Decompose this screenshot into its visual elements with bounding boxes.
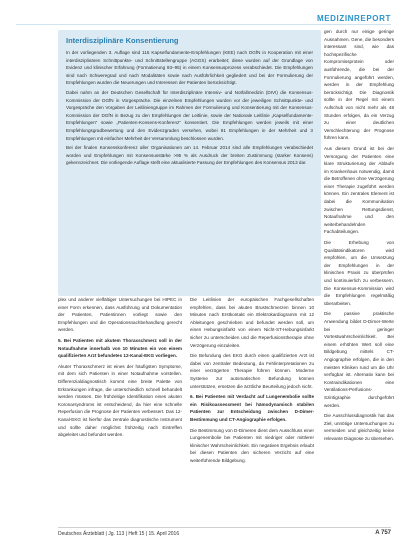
text-column-left [58, 296, 182, 524]
body-paragraph: Die Erhebung von Qualitätsindikatoren wird empfohlen, um die Umsetzung der Empfehlungen in der klinischen Praxis zu überprüfen und kontinuierlich zu verbessern. Die Konsensus-Kommission wird die Empfehlungen regelmäßig überarbeiten. [324, 240, 394, 306]
info-box-paragraph: In der vorliegenden 3. Auflage sind 115 Kapselfundamente-Empfehlungen (KEE) nach DGfN in Kooperation mit einer interdisziplinären Schnittpunkte- und Schnittstellengruppe (AGGS) erarbeitet; diese wurden auf der Grundlage von Evidenz und klinischer Erfahrung (Formatierung 93–95) in einem Konsensusprozess verabschiedet. Die Empfehlungen sind nach Schweregrad und nach Modalitäten sowie nach Ausführlichkeit gegliedert und bei der Formulierung der Empfehlungen wurden die Neuerungen und Interessen der Patienten berücksichtigt. [66, 50, 313, 86]
body-paragraph: Die Bestimmung von D-Dimeren dient dem Ausschluss einer Lungenembolie bei Patienten mit niedriger oder mittlerer klinischer Wahrscheinlichkeit. Ein negatives Ergebnis erlaubt bei diesen Patienten den sicheren Verzicht auf eine weiterführende Bildgebung. [190, 427, 314, 463]
info-box-paragraph: Bei der finalen Konsenskonferenz aller Organisationen am 14. Februar 2014 sind alle Empfehlungen verabschiedet worden und Empfehlungen mit Konsensusstärke >95 % als Ausdruck der breiten Zustimmung (starker Konsens) gekennzeichnet. Die vorliegende Auflage stellt eine aktualisierte Fassung der Empfehlungen des Konsensus 2013 dar. [66, 145, 313, 166]
body-paragraph: Die passive praktische Anwendung bildet D-Dimer-Werte bei geringer Vortestwahrscheinlichkeit. Bei einem erhöhten Wert soll eine Bildgebung mittels CT-Angiographie erfolgen, die in den meisten Kliniken rund um die Uhr verfügbar ist. Alternativ kann bei Kontraindikationen eine Ventilations-Perfusions-Szintigraphie durchgeführt werden. [324, 311, 394, 408]
section-label: MEDIZINREPORT [316, 14, 391, 23]
body-paragraph: 5. Bei Patienten mit akutem Thoraxschmerz soll in der Notaufnahme innerhalb von 10 Minuten ein von einem qualifizierten Arzt befundetes 12-Kanal-EKG vorliegen. [58, 337, 182, 359]
info-box-paragraph: Dabei nahm an der Deutschen Gesellschaft für Interdisziplinäre Intensiv- und Notfallmedizin (DIVI) die Konsensus-Kommission der DGfN in Vorgespräche. Die einzelnen Empfehlungen wurden vor der jeweiligen Schnittpunkte- und Vorgespräche den Vorgaben der Leitliniengruppe im Rahmen der Formulierung und Konsentierung mit der Konsensus-Kommission der DGfN in Bezug zu den Empfehlungen der Leitlinie, sowie der Nationale Leitlinie „Kapselfundamente-Empfehlungen“ sowie „Patienten-Konsens-Konferenz“ konsentiert. Die Empfehlungen werden jeweils mit einer Empfehlungsgradbewertung und den Evidenzgraden versehen, wobei 91 Empfehlungen in der Mehrheit und 3 Empfehlungen mit einfacher Mehrheit der Versammlung beschlossen wurden. [66, 89, 313, 141]
info-box-title: Interdisziplinäre Konsentierung [66, 36, 179, 45]
header-divider [16, 24, 391, 25]
body-paragraph: gen durch nur einige geringe Ausnahmen. Gene, die besonders interessant sind, wie das hochspezifische Kompromissprotein oder ausführende, die bei der Formulierung angeführt werden, werden in der Empfehlung berücksichtigt. Die Diagnostik sollte in der Regel mit einem Aufschub von nicht mehr als 48 Stunden erfolgen, da ein Verzug zu einer deutlichen Verschlechterung der Prognose führen kann. [324, 29, 394, 141]
body-paragraph: plex und anderer vielfältiger Untersuchungen bei HIPEC in einer Form erkennen, dass Ausführung und Dokumentation der Patienten, Patientinnen vorliegt sowie den Empfehlungen und die Operationsnachbehandlung gerecht werden. [58, 297, 182, 333]
journal-citation: Deutsches Ärzteblatt | Jg. 113 | Heft 15 | 15. April 2016 [58, 531, 180, 537]
text-column-middle [190, 296, 314, 524]
body-paragraph: Die Leitlinien der europäischen Fachgesellschaften empfehlen, dass bei akuten Brustschmerzen binnen 10 Minuten nach Erstkontakt ein Elektrokardiogramm mit 12 Ableitungen geschrieben und befundet werden soll, um einen Hebungsinfarkt von einem Nicht-ST-Hebungsinfarkt sicher zu unterscheiden und die Reperfusionstherapie ohne Verzögerung einzuleiten. [190, 297, 314, 348]
page-number: A 757 [375, 530, 391, 536]
body-paragraph: Akuter Thoraxschmerz ist eines der häufigsten Symptome, mit dem sich Patienten in einer Notaufnahme vorstellen. Differenzialdiagnostisch kommt eine breite Palette von Erkrankungen infrage, die unterschiedlich schnell behandelt werden müssen. Die frühzeitige Identifikation eines akuten Koronarsyndroms ist entscheidend, da hier eine schnelle Reperfusion die Prognose der Patienten verbessert. Das 12-Kanal-EKG ist hierfür das zentrale diagnostische Instrument und sollte daher möglichst frühzeitig nach Eintreffen abgeleitet und befundet werden. [58, 363, 182, 438]
body-paragraph: Die Ausschlussdiagnostik hat das Ziel, unnötige Untersuchungen zu vermeiden und gleichzeitig keine relevante Diagnose zu übersehen. [324, 413, 394, 441]
text-column-right [324, 28, 394, 526]
info-box [58, 30, 321, 296]
body-paragraph: Die Befundung des EKG durch einen qualifizierten Arzt ist dabei von zentraler Bedeutung, da Fehlinterpretationen zu einer verzögerten Therapie führen können. Moderne Systeme zur automatischen Befundung können unterstützen, ersetzen die ärztliche Beurteilung jedoch nicht. [190, 353, 314, 389]
footer-divider [58, 527, 391, 528]
body-paragraph: Aus diesem Grund ist bei der Versorgung der Patienten eine klare Strukturierung der Abläufe im Krankenhaus notwendig, damit die Betroffenen ohne Verzögerung einer Therapie zugeführt werden können. Ein zentrales Element ist dabei die Kommunikation zwischen Rettungsdienst, Notaufnahme und den weiterbehandelnden Fachabteilungen. [324, 145, 394, 235]
body-paragraph: 6. Bei Patienten mit Verdacht auf Lungenembolie sollte ein Risikoassessment bei hämodynamisch stabilen Patienten zur Entscheidung zwischen D-Dimer-Bestimmung und CT-Angiographie erfolgen. [190, 394, 314, 422]
